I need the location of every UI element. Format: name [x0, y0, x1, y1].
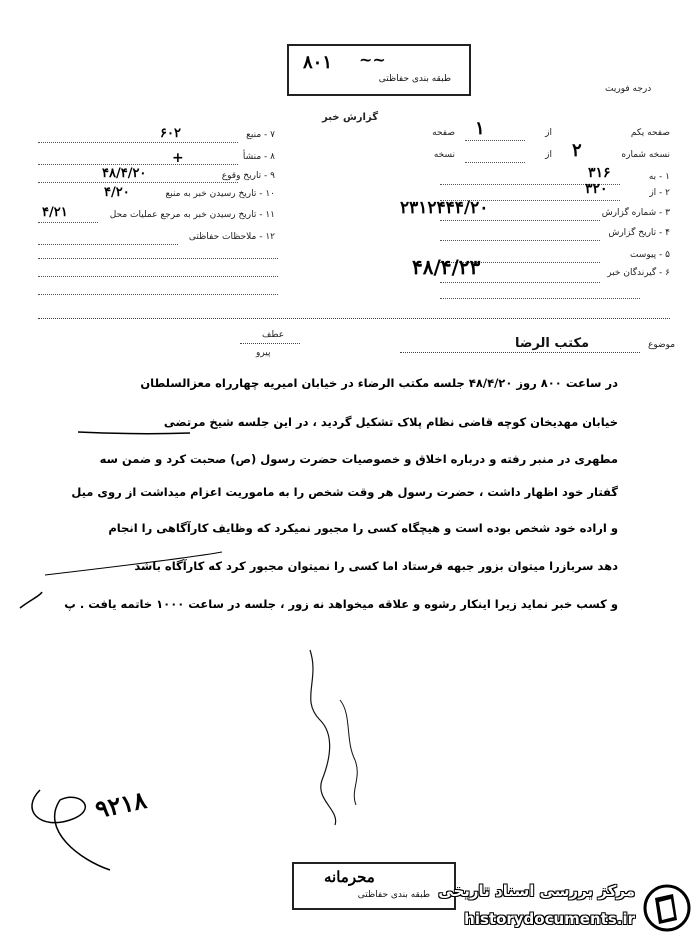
body-line-3: مطهری در منبر رفته و درباره اخلاق و خصوصیات حضرت رسول (ص) صحبت کرد و ضمن سه [99, 452, 618, 466]
copy-from: از [545, 150, 552, 160]
watermark [425, 880, 695, 940]
classification-stamp-mark: ۸۰۱ [303, 52, 333, 73]
follow-label: پیرو [256, 348, 271, 358]
to-label: ۱ - به [648, 172, 670, 182]
notes-dots-1 [38, 244, 178, 245]
notes-dots-2 [38, 258, 278, 259]
watermark-url: historydocuments.ir [464, 910, 635, 928]
page-unit: صفحه [432, 128, 455, 138]
classification-stamp [287, 44, 471, 96]
event-date-dots [38, 182, 238, 183]
recipients-label: ۶ - گیرندگان خبر [607, 268, 670, 278]
watermark-title: مرکز بررسی اسناد تاریخی [438, 882, 635, 900]
local-ops-date-label: ۱۱ - تاریخ رسیدن خبر به مرجع عملیات محل [109, 210, 275, 220]
event-date-label: ۹ - تاریخ وقوع [221, 171, 275, 181]
report-date-label: ۴ - تاریخ گزارش [608, 228, 670, 238]
body-line-6: دهد سربازرا میتوان بزور جبهه فرستاد اما کسی را نمیتوان مجبور کرد که کارآگاه باشد [134, 559, 618, 573]
subject-label: موضوع [648, 340, 676, 350]
source-dots [38, 142, 238, 143]
notes-dots-3 [38, 276, 278, 277]
report-no-label: ۳ - شماره گزارش [601, 208, 670, 218]
recipients-dots [440, 282, 600, 283]
recipients-value: ۴۸/۴/۲۳ [412, 255, 481, 279]
notes-dots-4 [38, 294, 278, 295]
attachment-label: ۵ - پیوست [629, 250, 670, 260]
recipients-dots-2 [440, 298, 640, 299]
receipt-date-value: ۴/۲۰ [104, 185, 130, 200]
watermark-logo-icon [643, 882, 691, 934]
body-line-7: و کسب خبر نماید زیرا اینکار رشوه و علاقه میخواهد نه زور ، جلسه در ساعت ۱۰۰۰ خاتمه یافت . پ [64, 597, 618, 611]
notes-label: ۱۲ - ملاحظات حفاظتی [188, 232, 275, 242]
source-label: ۷ - منبع [246, 130, 275, 140]
footer-stamp-name: طبقه بندی حفاظتی [357, 890, 430, 900]
receipt-date-label: ۱۰ - تاریخ رسیدن خبر به منبع [165, 189, 275, 199]
urgency-label: درجه فوریت [605, 84, 652, 94]
report-no-value: ۲۳۱۲۴۴۴/۲۰ [400, 198, 489, 218]
origin-label: ۸ - منشأ [242, 152, 275, 162]
body-line-2: خیابان مهدیخان کوچه قاضی نظام پلاک تشکیل گردید ، در این جلسه شیخ مرتضی [163, 415, 618, 429]
header-separator [38, 318, 670, 319]
margin-note: ۹۲۱۸ [92, 784, 150, 825]
page-label: صفحه یکم [630, 128, 670, 138]
event-date-value: ۴۸/۴/۲۰ [102, 166, 147, 181]
page-from: از [545, 128, 552, 138]
source-value: ۶۰۲ [160, 126, 181, 141]
classification-stamp-scrawl: ~~ [359, 50, 386, 69]
origin-dots [38, 164, 238, 165]
subject-dots [400, 352, 640, 353]
footer-stamp-mark: محرمانه [324, 868, 375, 886]
subject-value: مکتب الرضا [515, 336, 590, 351]
report-date-dots [440, 240, 600, 241]
page-dots [465, 140, 525, 141]
copy-value: ۲ [572, 140, 582, 161]
ref-label: عطف [262, 330, 285, 340]
report-no-dots [440, 220, 600, 221]
local-ops-date-value: ۴/۲۱ [42, 205, 68, 220]
to-value: ۳۱۶ [588, 165, 611, 181]
classification-stamp-name: طبقه بندی حفاظتی [378, 74, 451, 84]
ref-dots [240, 343, 300, 344]
from-value: ۳۲۰ [585, 181, 608, 197]
local-ops-dots [38, 222, 98, 223]
from-label: ۲ - از [649, 188, 670, 198]
body-line-1: در ساعت ۸۰۰ روز ۴۸/۴/۲۰ جلسه مکتب الرضاء در خیابان امیریه چهارراه معزالسلطان [140, 376, 618, 390]
body-line-5: و اراده خود شخص بوده است و هیچگاه کسی را مجبور نمیکرد که وظایف کارآگاهی را انجام [108, 521, 618, 535]
copy-dots [465, 162, 525, 163]
page-value: ۱ [475, 118, 485, 139]
body-line-4: گفتار خود اظهار داشت ، حضرت رسول هر وقت شخص را به ماموریت اعزام میداشت از روی میل [71, 485, 618, 499]
origin-value: + [172, 150, 184, 166]
report-title: گزارش خبر [322, 112, 379, 123]
copy-label: نسخه شماره [621, 150, 670, 160]
copy-unit: نسخه [433, 150, 455, 160]
